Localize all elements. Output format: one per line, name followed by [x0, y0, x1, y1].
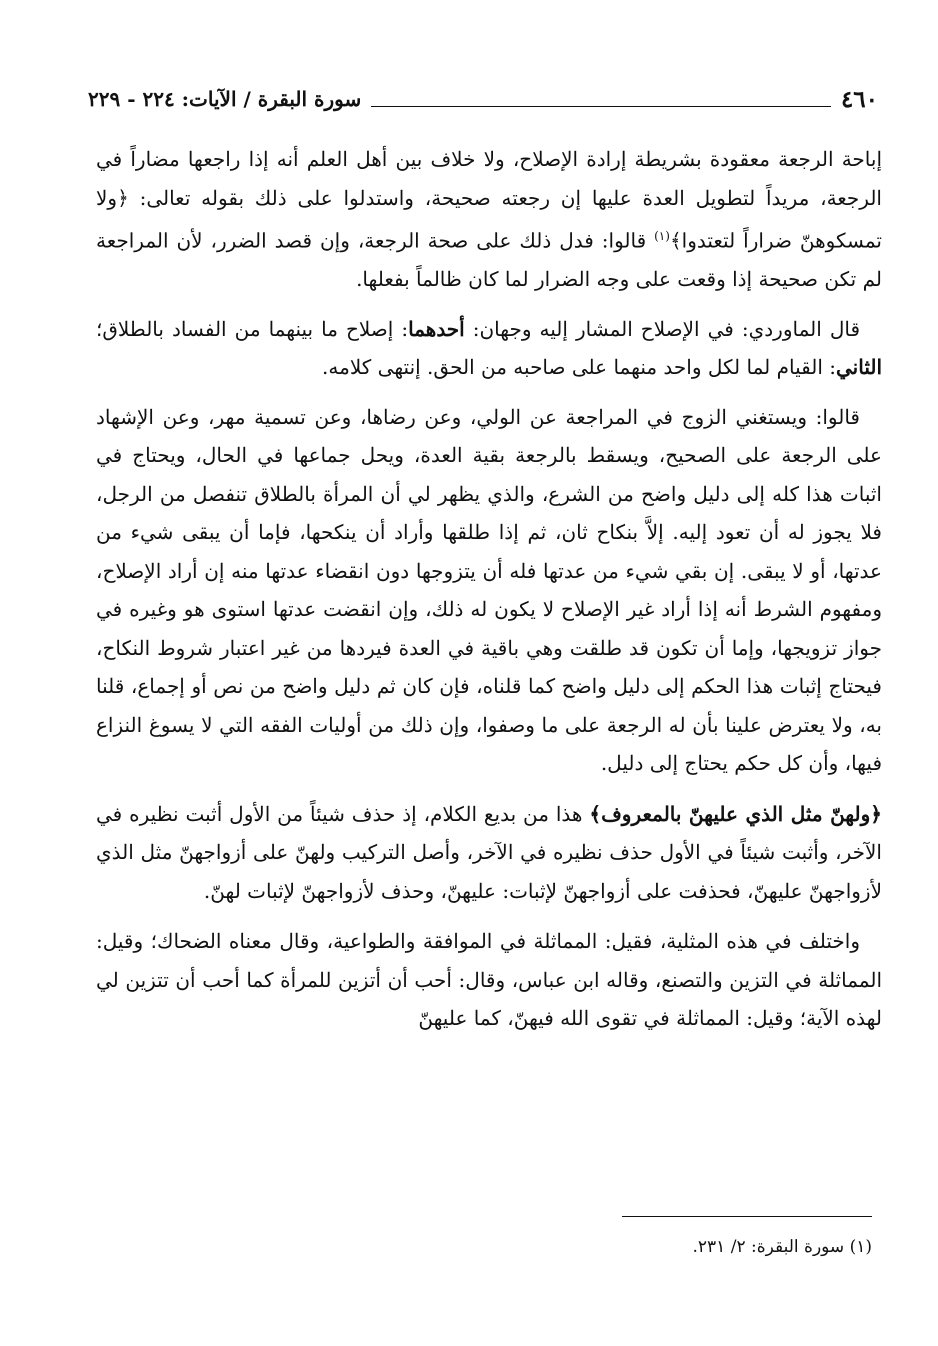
paragraph-2-first-view: : إصلاح ما بينهما من الفساد بالطلاق؛ — [96, 316, 409, 341]
paragraph-2-second-view: : القيام لما لكل واحد منهما على صاحبه من الحق. إنتهى كلامه. — [322, 355, 836, 380]
paragraph-4-text: هذا من بديع الكلام، إذ حذف شيئاً من الأول أثبت نظيره في الآخر، وأثبت شيئاً في الأول حذف نظيره في الآخر، وأصل التركيب ولهنّ على أزواجهنّ مثل الذي لأزواجهنّ عليهنّ، فحذفت على أزواجهنّ لإثبات: عليهنّ، وحذف لأزواجهنّ لإثبات لهنّ. — [96, 801, 882, 903]
paragraph-1-tail: قالوا: فدل ذلك على صحة الرجعة، وإن قصد الضرر، لأن المراجعة لم تكن صحيحة إذا وقعت على وجه الضرار لما كان ظالماً بفعلها. — [96, 228, 882, 292]
paragraph-2-intro: قال الماوردي: في الإصلاح المشار إليه وجهان: — [464, 316, 860, 341]
paragraph-4 — [96, 795, 882, 911]
running-title: سورة البقرة / الآيات: ٢٢٤ - ٢٢٩ — [88, 87, 362, 111]
paragraph-2 — [96, 310, 882, 387]
paragraph-3: قالوا: ويستغني الزوج في المراجعة عن الولي، وعن رضاها، وعن تسمية مهر، وعن الإشهاد على الرجعة على الصحيح، ويسقط بالرجعة بقية العدة، ويحل جماعها في الحال، ويحتاج في اثبات هذا كله إلى دليل واضح من الشرع، والذي يظهر لي أن المرأة بالطلاق تنفصل من الرجل، فلا يجوز له أن تعود إليه. إلاَّ بنكاح ثان، ثم إذا طلقها وأراد أن ينكحها، فإما أن يبقى شيء من عدتها، أو لا يبقى. إن بقي شيء من عدتها فله أن يتزوجها دون انقضاء عدتها منه إن أراد الإصلاح، ومفهوم الشرط أنه إذا أراد غير الإصلاح لا يكون له ذلك، وإن انقضت عدتها استوى هو وغيره في جواز تزويجها، وإما أن تكون قد طلقت وهي باقية في العدة فيردها من غير اعتبار شروط النكاح، فيحتاج إثبات هذا الحكم إلى دليل واضح كما قلناه، فإن كان ثم دليل واضح من نص أو إجماع، قلنا به، ولا يعترض علينا بأن له الرجعة على ما وصفوا، وإن ذلك من أوليات الفقه التي لا يسوغ النزاع فيها، وأن كل حكم يحتاج إلى دليل. — [96, 404, 882, 776]
footnote-rule — [622, 1216, 872, 1217]
paragraph-5: واختلف في هذه المثلية، فقيل: المماثلة في الموافقة والطواعية، وقال معناه الضحاك؛ وقيل: المماثلة في التزين والتصنع، وقاله ابن عباس، وقال: أحب أن أتزين للمرأة كما أحب أن تتزين لي لهذه الآية؛ وقيل: المماثلة في تقوى الله فيهنّ، كما عليهنّ — [96, 929, 882, 1031]
body-text — [96, 140, 882, 1038]
paragraph-2-label-second: الثاني — [835, 355, 882, 380]
quranic-verse: ﴿ولهنّ مثل الذي عليهنّ بالمعروف﴾ — [589, 801, 882, 826]
paragraph-1 — [96, 140, 882, 299]
header-rule — [371, 106, 831, 107]
page-number: ٤٦٠ — [840, 85, 878, 113]
paragraph-2-label-first: أحدهما — [408, 316, 465, 341]
paragraph-1-text: إباحة الرجعة معقودة بشريطة إرادة الإصلاح، ولا خلاف بين أهل العلم أنه إذا راجعها مضاراً في الرجعة، مريداً لتطويل العدة عليها إن رجعته صحيحة، واستدلوا على ذلك بقوله تعالى: ﴿ولا تمسكوهنّ ضراراً لتعتدوا﴾ — [96, 147, 882, 253]
footnote-reference[interactable]: (١) — [654, 229, 670, 243]
page-header — [88, 82, 878, 116]
footnote: (١) سورة البقرة: ٢/ ٢٣١. — [692, 1237, 872, 1257]
